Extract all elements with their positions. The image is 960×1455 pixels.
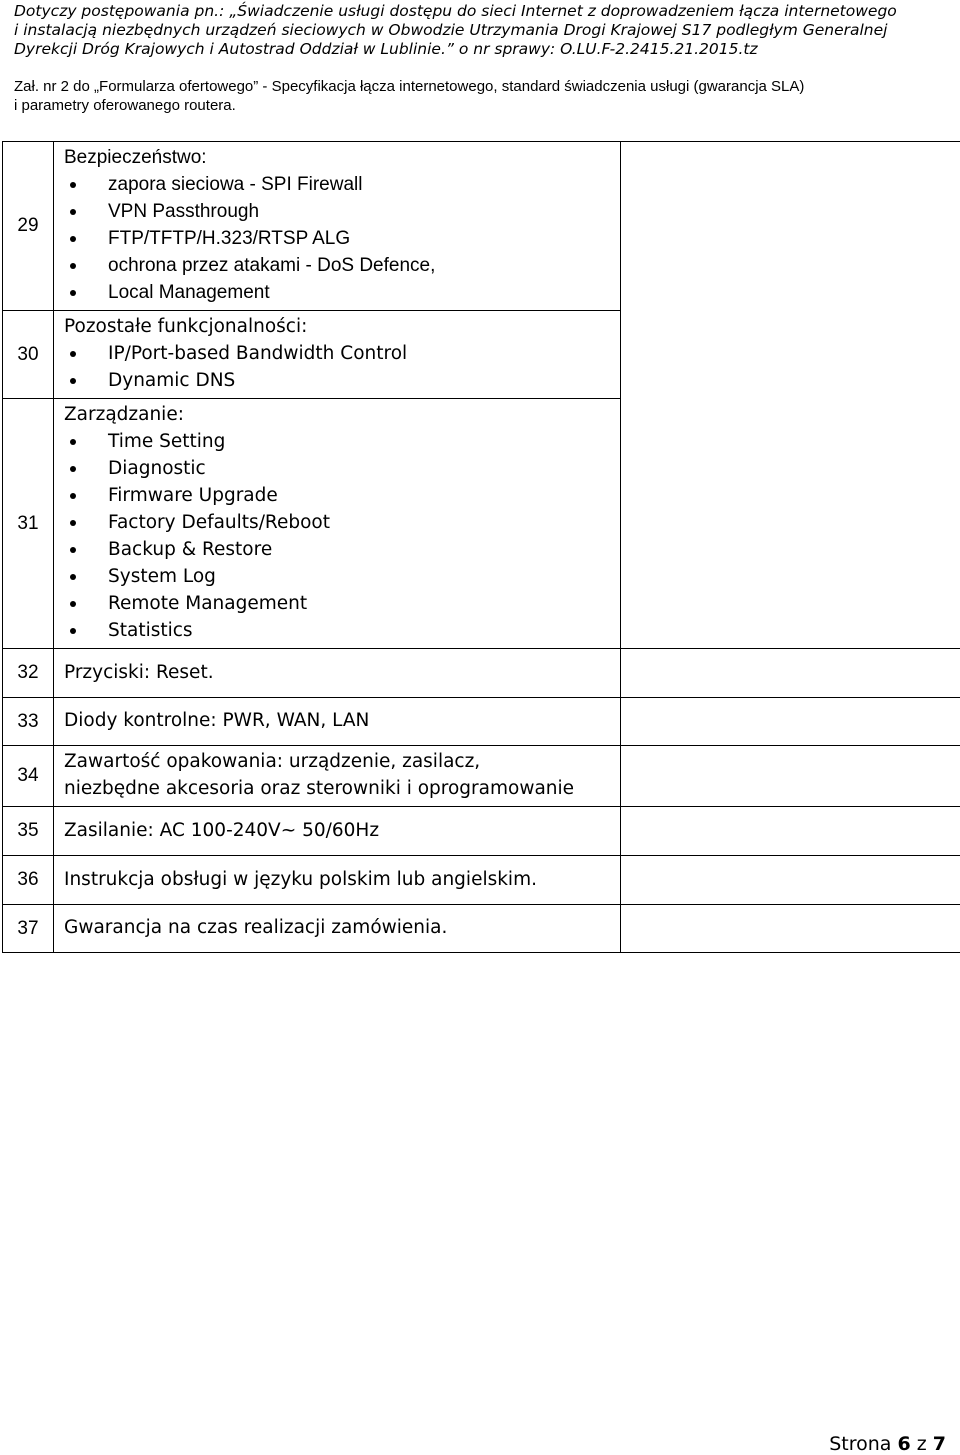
- header-line: i instalacją niezbędnych urządzeń sieciowych w Obwodzie Utrzymania Drogi Krajowej S17 podległym Generalnej: [14, 21, 888, 39]
- list-item: Dynamic DNS: [64, 367, 620, 394]
- list-item: System Log: [64, 563, 620, 590]
- value-cell: [621, 698, 960, 746]
- bullet-list: [64, 340, 620, 394]
- attachment-title-line: Zał. nr 2 do „Formularza ofertowego” - Specyfikacja łącza internetowego, standard świadczenia usługi (gwarancja SLA): [14, 78, 805, 95]
- header-line: Dyrekcji Dróg Krajowych i Autostrad Oddział w Lublinie.” o nr sprawy: O.LU.F-2.2415.21.2015.tz: [14, 40, 758, 58]
- row-heading: Zarządzanie:: [64, 404, 184, 425]
- table-row: [3, 649, 960, 698]
- row-text: Instrukcja obsługi w języku polskim lub angielskim.: [64, 868, 537, 890]
- list-item: Statistics: [64, 617, 620, 644]
- table-row: [3, 142, 960, 311]
- value-cell: [621, 807, 960, 856]
- table-row: [3, 807, 960, 856]
- list-item: Diagnostic: [64, 455, 620, 482]
- row-description: [54, 399, 621, 649]
- list-item: VPN Passthrough: [64, 198, 620, 225]
- page-footer: [829, 1433, 946, 1455]
- value-cell: [621, 905, 960, 953]
- attachment-title: [14, 77, 954, 115]
- row-number: 31: [3, 399, 54, 649]
- row-number: 37: [3, 905, 54, 953]
- row-description: [54, 856, 621, 905]
- row-description: [54, 905, 621, 953]
- list-item: Remote Management: [64, 590, 620, 617]
- row-description: [54, 649, 621, 698]
- row-description: [54, 142, 621, 311]
- attachment-title-line: i parametry oferowanego routera.: [14, 97, 236, 114]
- document-header: [14, 2, 954, 59]
- list-item: FTP/TFTP/H.323/RTSP ALG: [64, 225, 620, 252]
- row-text: Gwarancja na czas realizacji zamówienia.: [64, 917, 448, 938]
- page-number: 6: [897, 1433, 911, 1455]
- value-cell: [621, 142, 960, 649]
- row-description: [54, 807, 621, 856]
- specification-table: [2, 141, 960, 953]
- row-number: 36: [3, 856, 54, 905]
- row-heading: Bezpieczeństwo:: [64, 147, 207, 168]
- list-item: ochrona przez atakami - DoS Defence,: [64, 252, 620, 279]
- row-description: [54, 746, 621, 807]
- row-description: [54, 698, 621, 746]
- table-row: [3, 698, 960, 746]
- page-separator: z: [916, 1433, 927, 1455]
- row-number: 32: [3, 649, 54, 698]
- row-number: 33: [3, 698, 54, 746]
- row-number: 34: [3, 746, 54, 807]
- row-heading: Pozostałe funkcjonalności:: [64, 316, 308, 337]
- table-row: [3, 905, 960, 953]
- value-cell: [621, 649, 960, 698]
- row-text: niezbędne akcesoria oraz sterowniki i oprogramowanie: [64, 778, 575, 799]
- table-row: [3, 856, 960, 905]
- list-item: IP/Port-based Bandwidth Control: [64, 340, 620, 367]
- list-item: zapora sieciowa - SPI Firewall: [64, 171, 620, 198]
- list-item: Firmware Upgrade: [64, 482, 620, 509]
- row-text: Przyciski: Reset.: [64, 661, 214, 683]
- row-text: Zawartość opakowania: urządzenie, zasilacz,: [64, 751, 481, 772]
- bullet-list: [64, 428, 620, 644]
- page-label: Strona: [829, 1433, 892, 1455]
- row-number: 29: [3, 142, 54, 311]
- row-description: [54, 311, 621, 399]
- list-item: Time Setting: [64, 428, 620, 455]
- table-row: [3, 746, 960, 807]
- page-total: 7: [932, 1433, 946, 1455]
- row-text: Diody kontrolne: PWR, WAN, LAN: [64, 710, 370, 731]
- bullet-list: [64, 171, 620, 306]
- value-cell: [621, 746, 960, 807]
- value-cell: [621, 856, 960, 905]
- list-item: Factory Defaults/Reboot: [64, 509, 620, 536]
- list-item: Backup & Restore: [64, 536, 620, 563]
- row-text: Zasilanie: AC 100-240V~ 50/60Hz: [64, 819, 380, 841]
- list-item: Local Management: [64, 279, 620, 306]
- row-number: 30: [3, 311, 54, 399]
- row-number: 35: [3, 807, 54, 856]
- header-line: Dotyczy postępowania pn.: „Świadczenie usługi dostępu do sieci Internet z doprowadzeniem łącza internetowego: [14, 2, 897, 20]
